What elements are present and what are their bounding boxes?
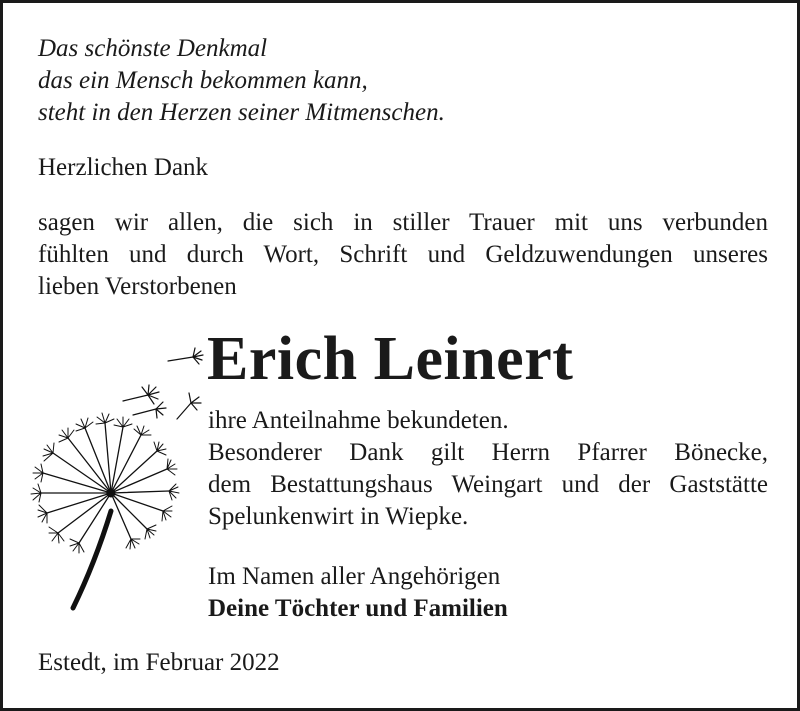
thanks-body xyxy=(38,207,768,303)
signature-block xyxy=(208,561,508,625)
acknowledgement-line: Spelunkenwirt in Wiepke. xyxy=(208,503,469,530)
verse-line: Das schönste Denkmal xyxy=(38,35,268,62)
place-date: Estedt, im Februar 2022 xyxy=(38,649,280,676)
deceased-name: Erich Leinert xyxy=(207,325,574,393)
verse-line: das ein Mensch bekommen kann, xyxy=(38,67,368,94)
acknowledgement-text xyxy=(208,405,768,533)
signature-intro: Im Namen aller Angehörigen xyxy=(208,563,501,590)
memorial-verse xyxy=(38,33,445,129)
thanks-line: fühlten und durch Wort, Schrift und Geldzuwendungen unseres xyxy=(38,241,768,268)
thanks-line: sagen wir allen, die sich in stiller Trauer mit uns verbunden xyxy=(38,209,768,236)
thanks-line: lieben Verstorbenen xyxy=(38,273,237,300)
acknowledgement-line: Besonderer Dank gilt Herrn Pfarrer Bönecke, xyxy=(208,439,768,466)
dandelion-icon xyxy=(23,343,208,613)
thanks-heading: Herzlichen Dank xyxy=(38,154,209,181)
verse-line: steht in den Herzen seiner Mitmenschen. xyxy=(38,99,445,126)
acknowledgement-line: ihre Anteilnahme bekundeten. xyxy=(208,407,509,434)
acknowledgement-line: dem Bestattungshaus Weingart und der Gaststätte xyxy=(208,471,768,498)
signature-family: Deine Töchter und Familien xyxy=(208,595,508,622)
